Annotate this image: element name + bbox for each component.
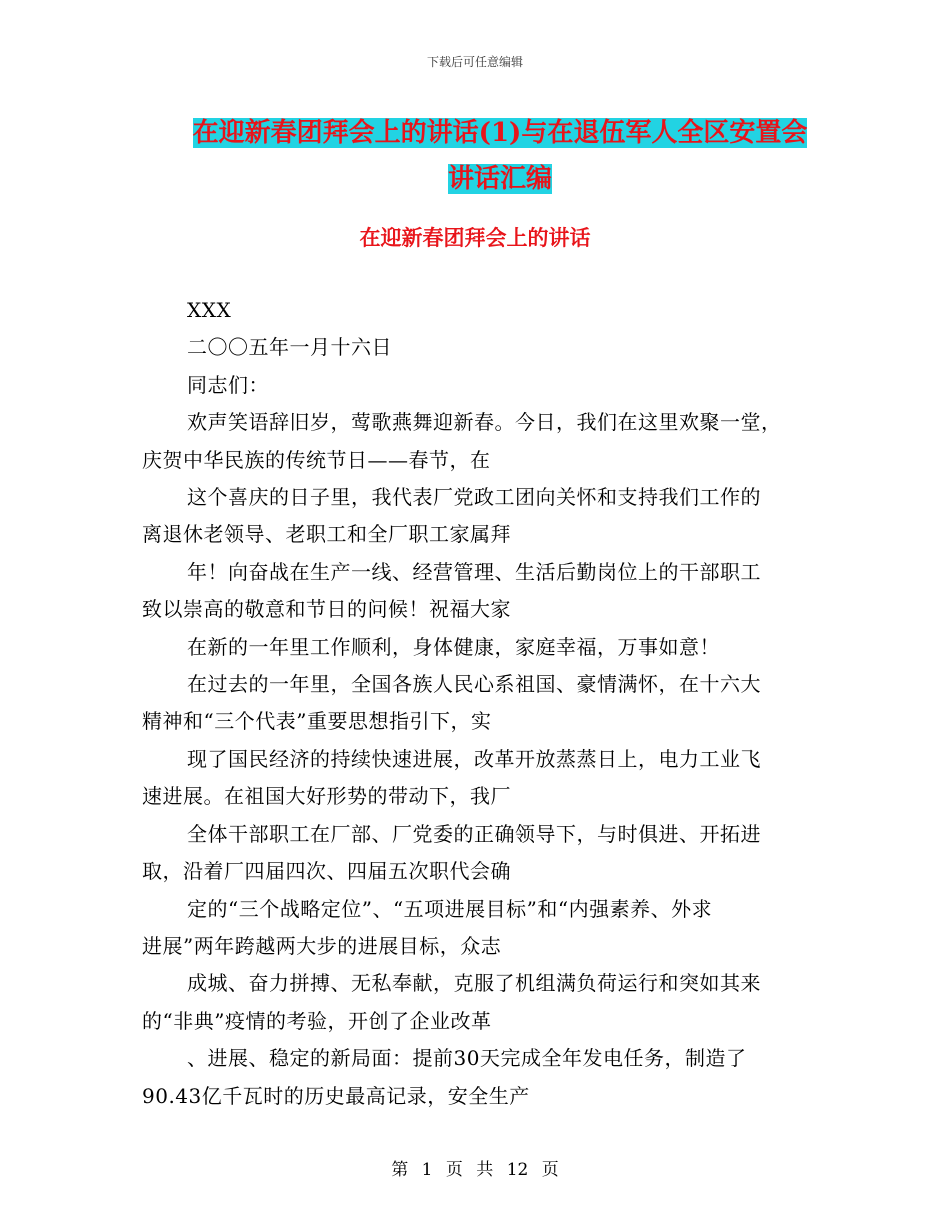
- body-line-salutation: 同志们：: [187, 372, 269, 397]
- body-line: 90.43亿千瓦时的历史最高记录，安全生产: [142, 1083, 530, 1108]
- body-line: 现了国民经济的持续快速进展，改革开放蒸蒸日上，电力工业飞: [187, 746, 761, 771]
- body-line: 在过去的一年里，全国各族人民心系祖国、豪情满怀，在十六大: [187, 672, 761, 697]
- body-line: 年！向奋战在生产一线、经营管理、生活后勤岗位上的干部职工: [187, 559, 761, 584]
- body-line-date: 二〇〇五年一月十六日: [187, 335, 392, 360]
- body-line: 成城、奋力拼搏、无私奉献，克服了机组满负荷运行和突如其来: [187, 971, 761, 996]
- body-line: 庆贺中华民族的传统节日——春节，在: [142, 447, 491, 472]
- body-line: 速进展。在祖国大好形势的带动下，我厂: [142, 784, 511, 809]
- body-line: 进展”两年跨越两大步的进展目标，众志: [142, 933, 502, 958]
- body-line: 在新的一年里工作顺利，身体健康，家庭幸福，万事如意！: [187, 634, 720, 659]
- body-line: 离退休老领导、老职工和全厂职工家属拜: [142, 522, 511, 547]
- body-line: 全体干部职工在厂部、厂党委的正确领导下，与时俱进、开拓进: [187, 821, 761, 846]
- body-line: 取，沿着厂四届四次、四届五次职代会确: [142, 859, 511, 884]
- body-line: 欢声笑语辞旧岁，莺歌燕舞迎新春。今日，我们在这里欢聚一堂，: [187, 410, 782, 435]
- page-number-footer: 第 1 页 共 12 页: [391, 1160, 559, 1180]
- document-title-line-1: 在迎新春团拜会上的讲话(1)与在退伍军人全区安置会: [192, 118, 808, 148]
- document-body: [142, 292, 807, 1115]
- page-header-note: 下载后可任意编辑: [426, 55, 523, 69]
- body-line: 的“非典”疫情的考验，开创了企业改革: [142, 1008, 492, 1033]
- body-line-author: XXX: [187, 298, 232, 322]
- body-line: 、进展、稳定的新局面：提前30天完成全年发电任务，制造了: [187, 1046, 747, 1071]
- body-line: 定的“三个战略定位”、“五项进展目标”和“内强素养、外求: [187, 896, 713, 921]
- document-title: [140, 110, 860, 202]
- document-title-line-2: 讲话汇编: [447, 164, 552, 194]
- body-line: 精神和“三个代表”重要思想指引下，实: [142, 709, 492, 734]
- body-line: 致以崇高的敬意和节日的问候！祝福大家: [142, 597, 511, 622]
- section-title: 在迎新春团拜会上的讲话: [359, 225, 591, 250]
- body-line: 这个喜庆的日子里，我代表厂党政工团向关怀和支持我们工作的: [187, 485, 761, 510]
